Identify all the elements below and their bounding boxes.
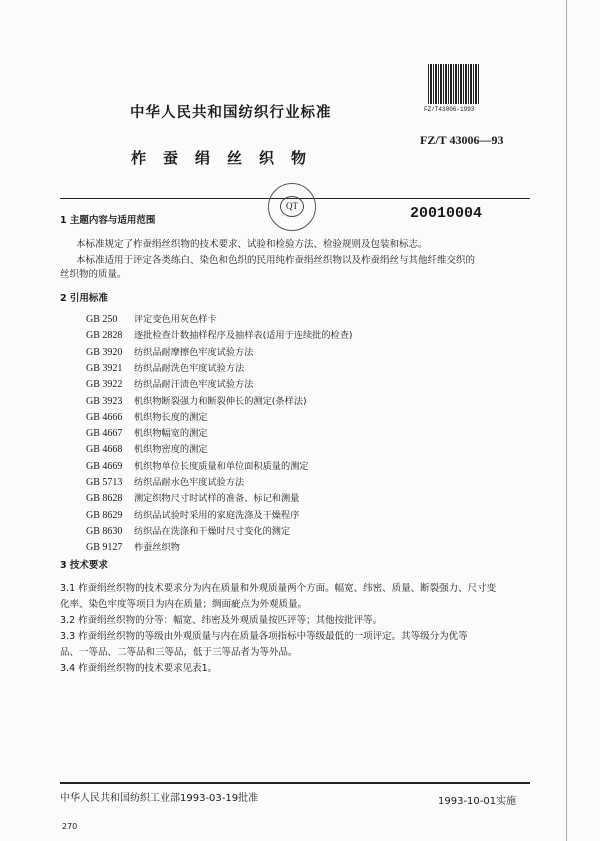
reference-item bbox=[86, 490, 299, 504]
reference-name: 柞蚕丝织物 bbox=[134, 542, 180, 554]
paragraph: 品、一等品、二等品和三等品，低于三等品者为等外品。 bbox=[60, 647, 298, 658]
reference-item bbox=[86, 507, 299, 521]
paragraph: 丝织物的质量。 bbox=[60, 269, 127, 280]
reference-code: GB 4668 bbox=[86, 444, 123, 456]
reference-code: GB 8628 bbox=[86, 493, 123, 505]
reference-item bbox=[86, 327, 352, 341]
reference-name: 逐批检查计数抽样程序及抽样表(适用于连续批的检查) bbox=[134, 330, 353, 342]
reference-code: GB 3921 bbox=[86, 362, 123, 374]
reference-name: 纺织品耐水色牢度试验方法 bbox=[134, 477, 245, 488]
reference-code: GB 9127 bbox=[86, 542, 123, 554]
section-3-heading: 3 技术要求 bbox=[60, 560, 108, 571]
standard-type: 中华人民共和国纺织行业标准 bbox=[130, 105, 332, 121]
reference-code: GB 4669 bbox=[86, 460, 123, 472]
reference-name: 机织物密度的测定 bbox=[134, 444, 208, 456]
reference-item bbox=[86, 376, 253, 390]
paragraph: 本标准适用于评定各类练白、染色和色织的民用纯柞蚕绢丝织物以及柞蚕绢丝与其他纤维交织的 bbox=[76, 255, 476, 266]
reference-item bbox=[86, 458, 309, 472]
qt-stamp: QT bbox=[268, 183, 316, 231]
reference-name: 机织物断裂强力和断裂伸长的测定(条样法) bbox=[134, 395, 307, 407]
reference-name: 纺织品耐汗渍色牢度试验方法 bbox=[134, 379, 254, 391]
page-number: 270 bbox=[62, 822, 78, 831]
document-number: 20010004 bbox=[410, 205, 483, 222]
section-2-heading: 2 引用标准 bbox=[60, 293, 108, 304]
barcode-text: FZ/T43006-1993 bbox=[424, 106, 475, 113]
reference-name: 机织物单位长度质量和单位面积质量的测定 bbox=[134, 460, 309, 472]
reference-name: 评定变色用灰色样卡 bbox=[134, 314, 217, 325]
reference-item bbox=[86, 425, 208, 439]
reference-item bbox=[86, 311, 217, 325]
effective-date: 1993-10-01实施 bbox=[438, 796, 517, 807]
reference-item bbox=[86, 474, 244, 488]
reference-code: GB 4666 bbox=[86, 411, 123, 423]
paragraph: 3.1 柞蚕绢丝织物的技术要求分为内在质量和外观质量两个方面。幅宽、纬密、质量、断裂强力、尺寸变 bbox=[60, 583, 497, 594]
reference-name: 机织物幅宽的测定 bbox=[134, 428, 208, 440]
reference-item bbox=[86, 441, 208, 455]
reference-code: GB 2828 bbox=[86, 330, 123, 342]
reference-code: GB 3923 bbox=[86, 395, 123, 407]
reference-item bbox=[86, 523, 290, 537]
paragraph: 化率、染色牢度等项目为内在质量；绸面疵点为外观质量。 bbox=[60, 599, 308, 610]
reference-name: 纺织品耐摩擦色牢度试验方法 bbox=[134, 346, 254, 358]
scan-edge-line bbox=[566, 0, 567, 841]
reference-item bbox=[86, 539, 180, 553]
reference-code: GB 8629 bbox=[86, 509, 123, 521]
issuer-approval: 中华人民共和国纺织工业部1993-03-19批准 bbox=[60, 793, 259, 804]
reference-code: GB 8630 bbox=[86, 525, 123, 537]
footer-divider bbox=[60, 782, 530, 784]
reference-code: GB 4667 bbox=[86, 428, 123, 440]
reference-item bbox=[86, 393, 307, 407]
reference-name: 纺织品耐洗色牢度试验方法 bbox=[134, 362, 245, 374]
reference-name: 测定织物尺寸时试样的准备、标记和测量 bbox=[134, 493, 300, 505]
reference-name: 机织物长度的测定 bbox=[134, 411, 208, 423]
reference-item bbox=[86, 409, 208, 423]
reference-name: 纺织品试验时采用的家庭洗涤及干燥程序 bbox=[134, 509, 300, 521]
paragraph: 本标准规定了柞蚕绢丝织物的技术要求、试验和检验方法、检验规则及包装和标志。 bbox=[76, 239, 428, 250]
paragraph: 3.3 柞蚕绢丝织物的等级由外观质量与内在质量各项指标中等级最低的一项评定。其等级分为优等 bbox=[60, 631, 468, 642]
reference-item bbox=[86, 360, 244, 374]
reference-code: GB 5713 bbox=[86, 477, 123, 488]
reference-name: 纺织品在洗涤和干燥时尺寸变化的测定 bbox=[134, 525, 291, 537]
reference-item bbox=[86, 344, 253, 358]
section-1-heading: 1 主题内容与适用范围 bbox=[60, 215, 156, 226]
barcode bbox=[428, 64, 480, 104]
reference-code: GB 250 bbox=[86, 314, 118, 325]
paragraph: 3.2 柞蚕绢丝织物的分等：幅宽、纬密及外观质量按匹评等；其他按批评等。 bbox=[60, 615, 383, 626]
paragraph: 3.4 柞蚕绢丝织物的技术要求见表1。 bbox=[60, 663, 218, 674]
document-title: 柞蚕绢丝织物 bbox=[131, 149, 324, 167]
reference-code: GB 3920 bbox=[86, 346, 123, 358]
reference-code: GB 3922 bbox=[86, 379, 123, 391]
standard-code: FZ/T 43006—93 bbox=[420, 133, 504, 147]
